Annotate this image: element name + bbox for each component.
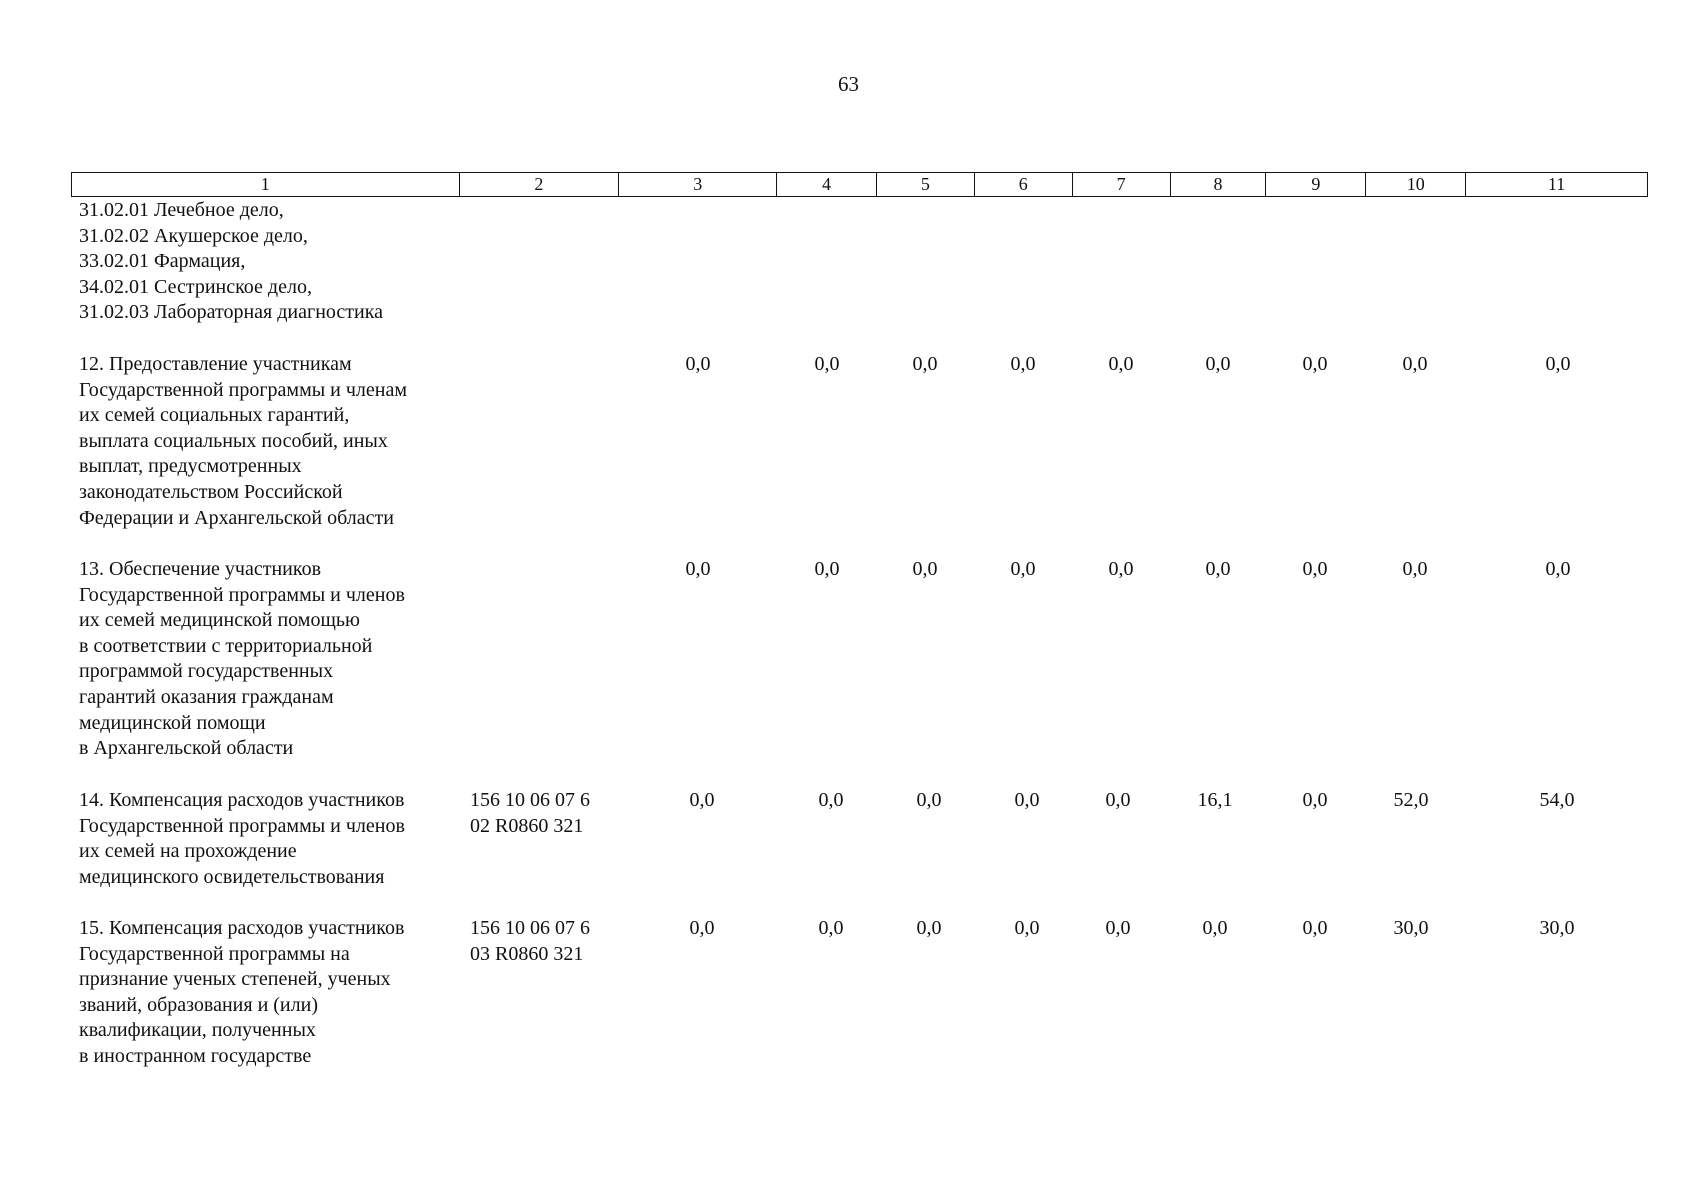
cell-value-col7: 0,0 <box>1108 353 1134 375</box>
cell-value-col11: 54,0 <box>1539 789 1575 811</box>
table-header <box>71 172 1648 197</box>
cell-value-col5: 0,0 <box>912 353 938 375</box>
budget-code: 156 10 06 07 6 03 R0860 321 <box>470 917 590 965</box>
cell-value-col5: 0,0 <box>912 558 938 580</box>
column-header-8: 8 <box>1171 173 1267 196</box>
cell-value-col6: 0,0 <box>1010 353 1036 375</box>
cell-value-col3: 0,0 <box>689 917 715 939</box>
cell-value-col5: 0,0 <box>916 917 942 939</box>
cell-value-col8: 0,0 <box>1205 353 1231 375</box>
cell-value-col10: 0,0 <box>1402 353 1428 375</box>
row-description: 12. Предоставление участникам Государственной программы и членам их семей социальных гарантий, выплата социальных пособий, иных выплат, предусмотренных законодательством Российской Федерации и Архангельской области <box>79 353 408 529</box>
column-header-2: 2 <box>460 173 620 196</box>
cell-value-col7: 0,0 <box>1105 789 1131 811</box>
cell-value-col4: 0,0 <box>814 353 840 375</box>
cell-value-col4: 0,0 <box>818 789 844 811</box>
budget-code: 156 10 06 07 6 02 R0860 321 <box>470 789 590 837</box>
cell-value-col10: 0,0 <box>1402 558 1428 580</box>
column-header-4: 4 <box>777 173 877 196</box>
cell-value-col6: 0,0 <box>1010 558 1036 580</box>
cell-value-col9: 0,0 <box>1302 353 1328 375</box>
row-description: 31.02.01 Лечебное дело, 31.02.02 Акушерское дело, 33.02.01 Фармация, 34.02.01 Сестринское дело, 31.02.03 Лабораторная диагностика <box>79 199 384 324</box>
column-header-11: 11 <box>1547 174 1566 194</box>
cell-value-col3: 0,0 <box>685 353 711 375</box>
row-description: 14. Компенсация расходов участников Государственной программы и членов их семей на прохождение медицинского освидетельствования <box>79 789 405 888</box>
cell-value-col11: 0,0 <box>1545 353 1571 375</box>
cell-value-col5: 0,0 <box>916 789 942 811</box>
cell-value-col9: 0,0 <box>1302 917 1328 939</box>
column-header-3: 3 <box>619 173 777 196</box>
cell-value-col6: 0,0 <box>1014 789 1040 811</box>
column-header-6: 6 <box>975 173 1073 196</box>
cell-value-col10: 30,0 <box>1393 917 1429 939</box>
row-description: 15. Компенсация расходов участников Государственной программы на признание ученых степеней, ученых званий, образования и (или) квалификации, полученных в иностранном государстве <box>79 917 405 1067</box>
cell-value-col7: 0,0 <box>1105 917 1131 939</box>
column-header-10: 10 <box>1366 173 1466 196</box>
cell-value-col9: 0,0 <box>1302 558 1328 580</box>
cell-value-col6: 0,0 <box>1014 917 1040 939</box>
cell-value-col11: 0,0 <box>1545 558 1571 580</box>
cell-value-col8: 0,0 <box>1205 558 1231 580</box>
cell-value-col4: 0,0 <box>818 917 844 939</box>
cell-value-col10: 52,0 <box>1393 789 1429 811</box>
column-header-7: 7 <box>1073 173 1171 196</box>
column-header-9: 9 <box>1266 173 1366 196</box>
cell-value-col8: 16,1 <box>1197 789 1233 811</box>
cell-value-col7: 0,0 <box>1108 558 1134 580</box>
page-number: 63 <box>838 72 859 96</box>
column-header-1: 1 <box>72 173 460 196</box>
cell-value-col4: 0,0 <box>814 558 840 580</box>
column-header-5: 5 <box>877 173 975 196</box>
cell-value-col9: 0,0 <box>1302 789 1328 811</box>
cell-value-col3: 0,0 <box>689 789 715 811</box>
cell-value-col8: 0,0 <box>1202 917 1228 939</box>
cell-value-col11: 30,0 <box>1539 917 1575 939</box>
row-description: 13. Обеспечение участников Государственной программы и членов их семей медицинской помощью в соответствии с территориальной программой государственных гарантий оказания гражданам медицинской помощи в Архангельской области <box>79 558 405 760</box>
cell-value-col3: 0,0 <box>685 558 711 580</box>
